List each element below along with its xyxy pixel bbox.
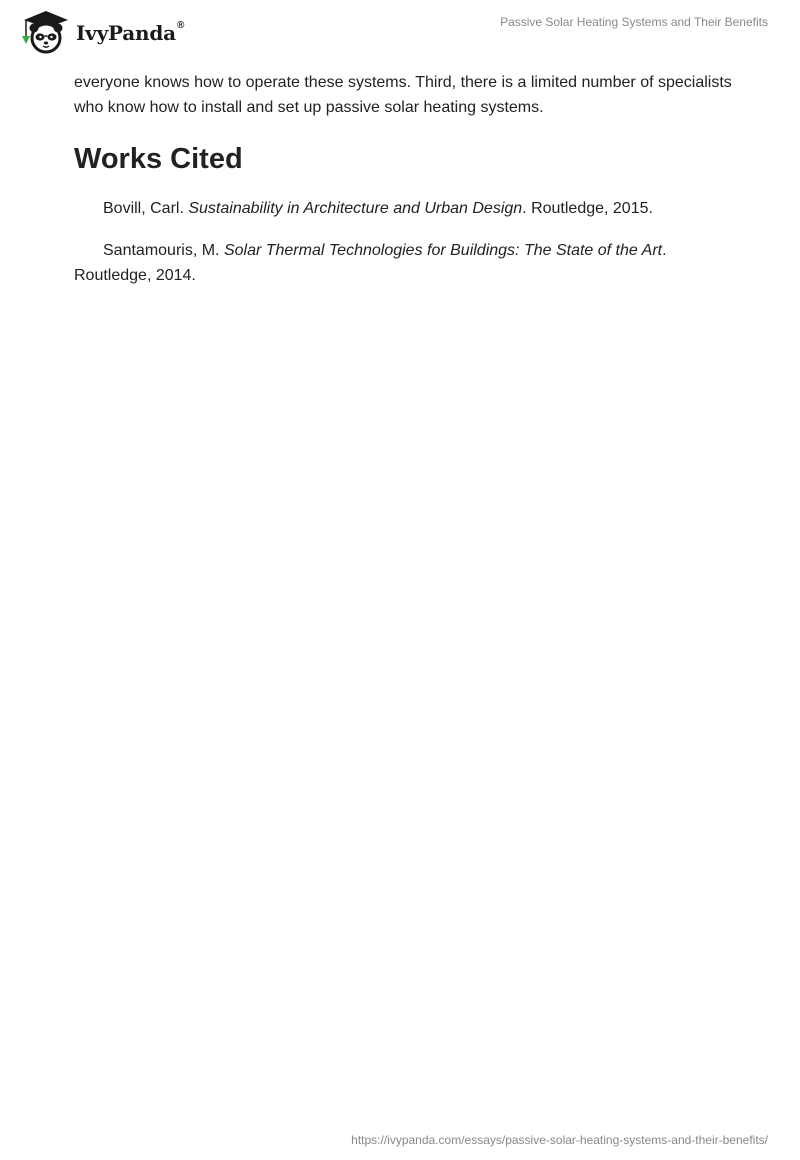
citation-title: Sustainability in Architecture and Urban Design: [188, 200, 523, 217]
citation-author: Santamouris, M.: [103, 242, 224, 259]
citation-item: [74, 196, 734, 221]
registered-mark: ®: [176, 20, 185, 32]
citation-publisher: . Routledge, 2015.: [522, 200, 653, 217]
works-cited-heading: Works Cited: [74, 143, 243, 175]
document-body: [74, 70, 734, 305]
citation-item: [74, 238, 734, 288]
footer-url-link[interactable]: https://ivypanda.com/essays/passive-solar-heating-systems-and-their-benefits/: [351, 1133, 768, 1147]
ivypanda-logo[interactable]: [16, 8, 184, 56]
body-paragraph: everyone knows how to operate these systems. Third, there is a limited number of specialists who know how to install and set up passive solar heating systems.: [74, 74, 732, 116]
logo-text: IvyPanda®: [76, 20, 185, 45]
page-header: [0, 0, 800, 60]
citation-publisher: . Routledge, 2014.: [74, 242, 667, 284]
citation-title: Solar Thermal Technologies for Buildings: The State of the Art: [223, 242, 663, 259]
citation-author: Bovill, Carl.: [103, 200, 189, 217]
document-title: Passive Solar Heating Systems and Their Benefits: [500, 15, 768, 29]
panda-graduate-icon: [16, 8, 74, 56]
